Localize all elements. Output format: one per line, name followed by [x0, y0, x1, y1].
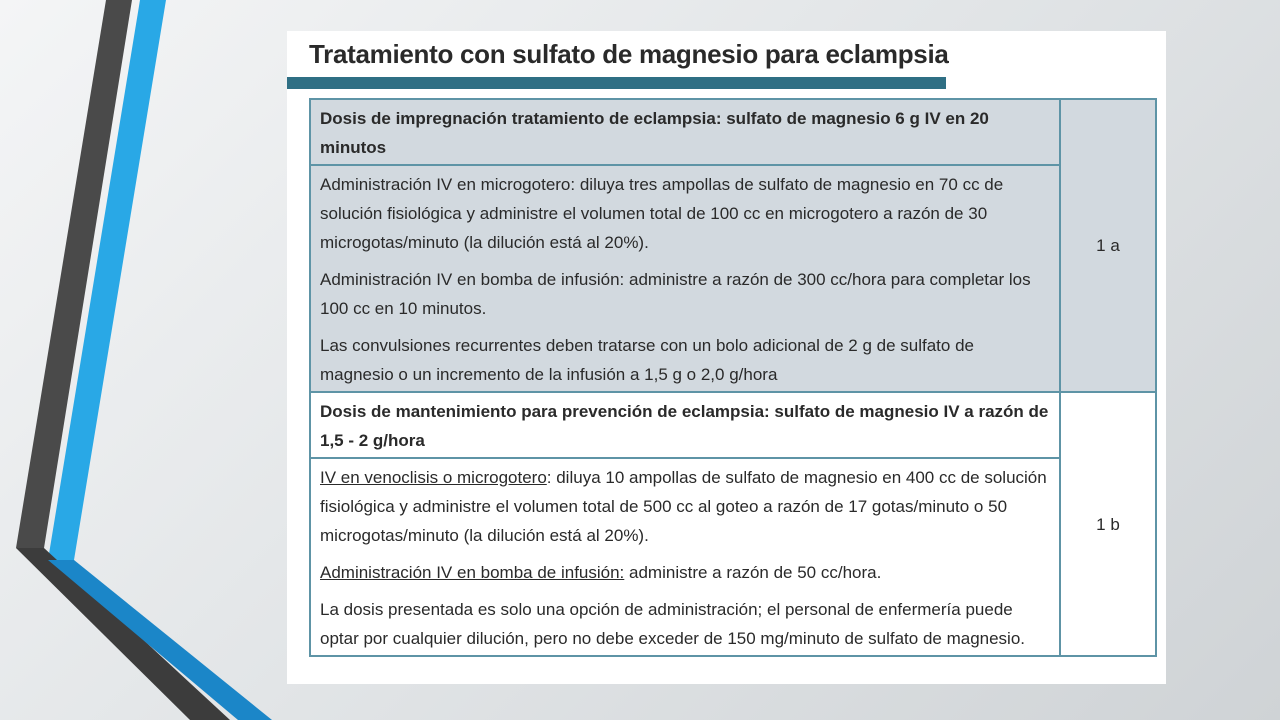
paragraph: La dosis presentada es solo una opción de administración; el personal de enfermería puede optar por cualquier dilución, pero no debe exceder de 150 mg/minuto de sulfato de magnesio.	[320, 600, 1026, 648]
decorative-stripes	[0, 0, 300, 720]
evidence-grade: 1 a	[1060, 99, 1156, 392]
title-underline	[287, 77, 946, 89]
section-body	[310, 165, 1060, 392]
paragraph-text: administre a razón de 50 cc/hora.	[624, 563, 882, 582]
section-heading: Dosis de impregnación tratamiento de eclampsia: sulfato de magnesio 6 g IV en 20 minutos	[310, 99, 1060, 165]
recommendation-table	[309, 98, 1157, 657]
section-body	[310, 458, 1060, 656]
paragraph: Administración IV en microgotero: diluya tres ampollas de sulfato de magnesio en 70 cc de solución fisiológica y administre el volumen total de 100 cc en microgotero a razón de 30 microgotas/minuto (la dilución está al 20%).	[320, 175, 1004, 252]
page-title: Tratamiento con sulfato de magnesio para eclampsia	[309, 39, 949, 69]
paragraph: Administración IV en bomba de infusión: administre a razón de 300 cc/hora para completar los 100 cc en 10 minutos.	[320, 270, 1031, 318]
table-row	[310, 165, 1156, 392]
underlined-lead: Administración IV en bomba de infusión:	[320, 563, 625, 582]
evidence-grade: 1 b	[1060, 392, 1156, 656]
underlined-lead: IV en venoclisis o microgotero	[320, 468, 547, 487]
paragraph-text: : diluya 10 ampollas de sulfato de magnesio en 400 cc de solución fisiológica y administre el volumen total de 500 cc al goteo a razón de 17 gotas/minuto o 50 microgotas/minuto (la dilución está al 20%).	[320, 468, 1047, 545]
table-row	[310, 392, 1156, 458]
slide-content-panel	[287, 31, 1166, 684]
paragraph	[320, 463, 1050, 550]
paragraph: Las convulsiones recurrentes deben tratarse con un bolo adicional de 2 g de sulfato de magnesio o un incremento de la infusión a 1,5 g o 2,0 g/hora	[320, 336, 974, 384]
table-row	[310, 458, 1156, 656]
table-row	[310, 99, 1156, 165]
paragraph	[320, 558, 1050, 587]
section-heading: Dosis de mantenimiento para prevención de eclampsia: sulfato de magnesio IV a razón de 1,5 - 2 g/hora	[310, 392, 1060, 458]
